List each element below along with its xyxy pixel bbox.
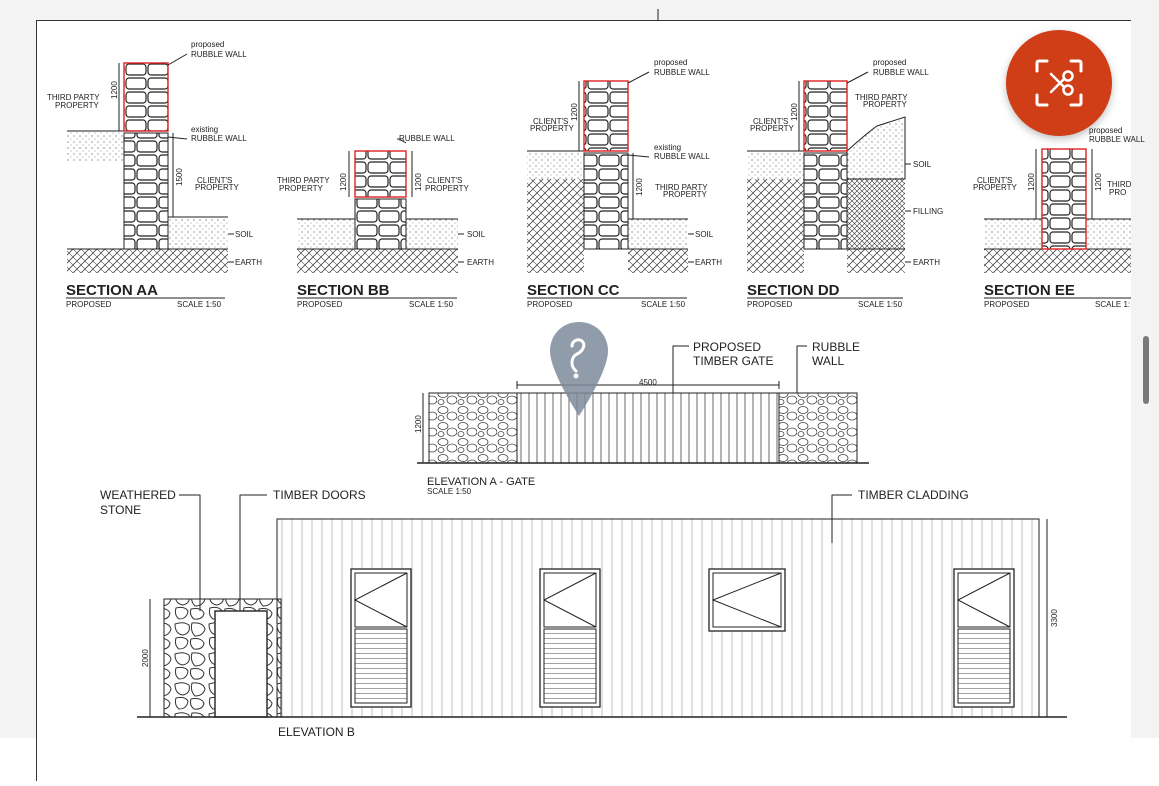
cc-scale: SCALE 1:50 xyxy=(641,300,686,309)
ee-title: SECTION EE xyxy=(984,282,1075,299)
aa-label-soil: SOIL xyxy=(235,230,254,239)
wall-label-2: WALL xyxy=(812,354,845,368)
window-1 xyxy=(351,569,411,707)
dd-label-clients: CLIENT'S xyxy=(753,117,789,126)
cc-label-earth: EARTH xyxy=(695,258,722,267)
cc-label-clients2: PROPERTY xyxy=(530,124,574,133)
bb-label-clients: CLIENT'S xyxy=(427,176,463,185)
aa-proposed-wall xyxy=(124,63,168,131)
aa-right-soil xyxy=(168,217,228,249)
aa-label-proposed: proposed xyxy=(191,40,225,49)
section-aa xyxy=(47,40,262,309)
bb-label-rubble: RUBBLE WALL xyxy=(399,134,455,143)
aa-earth xyxy=(67,249,228,273)
ee-subtitle: PROPOSED xyxy=(984,300,1030,309)
aa-left-soil xyxy=(67,131,125,161)
screenshot-button[interactable] xyxy=(1006,30,1112,136)
stone-label-1: WEATHERED xyxy=(100,488,176,502)
cc-label-existing: existing xyxy=(654,143,682,152)
bb-subtitle: PROPOSED xyxy=(297,300,343,309)
cc-dim-2: 1200 xyxy=(635,178,644,196)
aa-label-rubble2: RUBBLE WALL xyxy=(191,134,247,143)
screenshot-scissors-icon xyxy=(1033,57,1085,109)
cc-label-third2: PROPERTY xyxy=(663,190,707,199)
aa-scale: SCALE 1:50 xyxy=(177,300,222,309)
elevation-b-height-right: 3300 xyxy=(1050,609,1059,627)
cc-label-rubble2: RUBBLE WALL xyxy=(654,152,710,161)
gate-width-dim: 4500 xyxy=(639,378,657,387)
cc-dim-1: 1200 xyxy=(570,103,579,121)
doors-label: TIMBER DOORS xyxy=(273,488,366,502)
gate-height-dim: 1200 xyxy=(414,415,423,433)
bb-label-third-2: PROPERTY xyxy=(279,184,323,193)
cc-label-third: THIRD PARTY xyxy=(655,183,708,192)
cc-proposed-wall xyxy=(584,81,628,151)
gate-label-2: TIMBER GATE xyxy=(693,354,774,368)
dd-label-rubble: RUBBLE WALL xyxy=(873,68,929,77)
gate-rubble-wall-right xyxy=(779,393,857,463)
cc-label-proposed: proposed xyxy=(654,58,688,67)
dd-label-third: THIRD PARTY xyxy=(855,93,908,102)
elevation-a-scale: SCALE 1:50 xyxy=(427,487,472,496)
section-dd xyxy=(747,58,943,309)
vertical-scrollbar[interactable] xyxy=(1143,336,1149,404)
aa-dim-1: 1200 xyxy=(110,81,119,99)
dd-subtitle: PROPOSED xyxy=(747,300,793,309)
bb-label-soil: SOIL xyxy=(467,230,486,239)
aa-subtitle: PROPOSED xyxy=(66,300,112,309)
dd-title: SECTION DD xyxy=(747,282,840,299)
aa-label-third-1: THIRD PARTY xyxy=(47,93,100,102)
bb-label-earth: EARTH xyxy=(467,258,494,267)
window-4 xyxy=(954,569,1014,707)
elevation-b-title: ELEVATION B xyxy=(278,725,355,739)
dd-label-earth: EARTH xyxy=(913,258,940,267)
bb-title: SECTION BB xyxy=(297,282,390,299)
ee-label-third: THIRD xyxy=(1107,180,1132,189)
aa-label-earth: EARTH xyxy=(235,258,262,267)
ee-label-third2: PRO xyxy=(1109,188,1127,197)
wall-label-1: RUBBLE xyxy=(812,340,861,354)
window-3 xyxy=(709,569,785,631)
ee-label-rubble: RUBBLE WALL xyxy=(1089,135,1145,144)
section-ee xyxy=(973,126,1145,309)
timber-door xyxy=(215,611,267,717)
aa-existing-wall xyxy=(124,133,168,249)
dd-label-proposed: proposed xyxy=(873,58,907,67)
bb-proposed-wall xyxy=(355,151,406,197)
elevation-b-height-left: 2000 xyxy=(141,649,150,667)
elevation-a-title: ELEVATION A - GATE xyxy=(427,476,536,488)
stone-label-2: STONE xyxy=(100,503,142,517)
elevation-b xyxy=(100,488,1067,739)
dd-label-third2: PROPERTY xyxy=(863,100,907,109)
bb-label-third-1: THIRD PARTY xyxy=(277,176,330,185)
gate-rubble-wall-left xyxy=(429,393,517,463)
dd-label-clients2: PROPERTY xyxy=(750,124,794,133)
section-cc xyxy=(527,58,722,309)
cc-label-soil: SOIL xyxy=(695,230,714,239)
bb-dim-2: 1200 xyxy=(414,173,423,191)
window-2 xyxy=(540,569,600,707)
ee-label-proposed: proposed xyxy=(1089,126,1123,135)
elevation-a-gate xyxy=(414,340,869,496)
aa-label-clients2: PROPERTY xyxy=(195,183,239,192)
dd-label-soil: SOIL xyxy=(913,160,932,169)
ee-label-clients: CLIENT'S xyxy=(977,176,1013,185)
aa-label-existing: existing xyxy=(191,125,219,134)
section-bb xyxy=(277,134,494,309)
aa-label-third-2: PROPERTY xyxy=(55,101,99,110)
ee-scale: SCALE 1: xyxy=(1095,300,1131,309)
dd-proposed-wall xyxy=(804,81,847,151)
cc-title: SECTION CC xyxy=(527,282,620,299)
bb-scale: SCALE 1:50 xyxy=(409,300,454,309)
aa-title: SECTION AA xyxy=(66,282,158,299)
aa-label-rubble: RUBBLE WALL xyxy=(191,50,247,59)
dd-scale: SCALE 1:50 xyxy=(858,300,903,309)
ee-proposed-wall xyxy=(1042,149,1086,249)
dd-dim-1: 1200 xyxy=(790,103,799,121)
cc-label-clients: CLIENT'S xyxy=(533,117,569,126)
cc-subtitle: PROPOSED xyxy=(527,300,573,309)
ee-dim-1: 1200 xyxy=(1027,173,1036,191)
cc-label-rubble: RUBBLE WALL xyxy=(654,68,710,77)
bb-dim-1: 1200 xyxy=(339,173,348,191)
aa-label-clients: CLIENT'S xyxy=(197,176,233,185)
cladding-label: TIMBER CLADDING xyxy=(858,488,969,502)
dd-label-filling: FILLING xyxy=(913,207,944,216)
location-pin-icon[interactable] xyxy=(548,320,610,423)
gate-label-1: PROPOSED xyxy=(693,340,762,354)
bb-label-clients2: PROPERTY xyxy=(425,184,469,193)
ee-dim-2: 1200 xyxy=(1094,173,1103,191)
aa-dim-2: 1500 xyxy=(175,168,184,186)
ee-label-clients2: PROPERTY xyxy=(973,183,1017,192)
